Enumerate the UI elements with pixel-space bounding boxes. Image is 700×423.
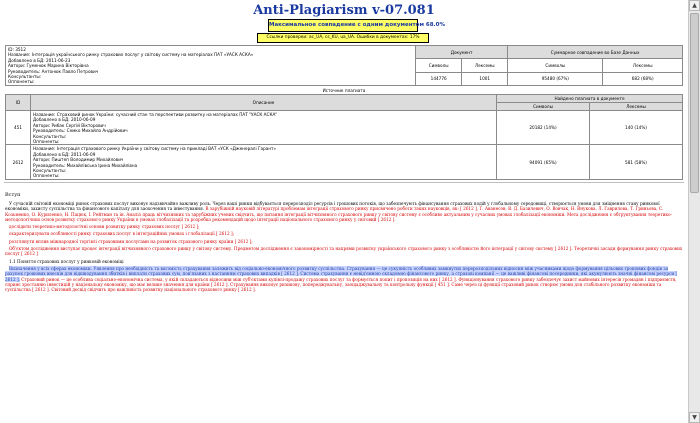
symbols-value: 144776 [416,72,462,85]
cum-lexemes-value: 682 (68%) [603,72,683,85]
plagiarized-line: Об'єктом дослідження виступає процес інтеграції вітчизняного страхового ринку у світову систему. Предметом дослідження є закономірності та напрями розвитку українського страхового ринку з особливістю його інтеграції у світову систему [ 2612 ]. Теоретичні засади формування ринку страхових послуг [ 2612 ] [5,246,683,257]
source-date: Добавлено в БД: 2011-06-09 [33,151,96,157]
sources-section [5,88,683,180]
section-heading: Вступ [5,192,21,198]
document-text [5,201,683,294]
source-description [31,145,497,179]
source-opponents: Оппоненты: [33,139,60,145]
doc-id: ID: 3512 [8,47,26,52]
doc-supervisor: Руководитель: Антонюк Павло Петрович [8,68,99,74]
col-id: ID [6,95,31,111]
source-title[interactable]: Название: Страховий ринок України: сучасний стан та перспективи розвитку на матеріалах ПАТ "УАСК АСКА" [33,112,278,117]
col-src-symbols: Символы [497,103,590,111]
document-header: Документ [416,46,508,59]
subsection-heading: 1.1 Поняття страхових послуг у ринковій економіці [9,258,124,264]
source-opponents: Оппоненты: [33,173,60,179]
doc-authors: Автори: Гуменюк Марина Вікторівна [8,63,89,69]
col-cum-lexemes: Лексемы [603,59,683,72]
doc-consultants: Консультанты: [8,74,42,80]
col-found: Найдено плагиата в документе [497,95,683,103]
doc-date: Добавлено в БД: 2011-06-23 [8,57,71,63]
col-cum-symbols: Символы [508,59,603,72]
scroll-up-icon[interactable]: ▲ [689,0,700,11]
source-description [31,111,497,145]
document-summary-table [5,45,683,86]
source-id[interactable]: 2612 [6,145,31,179]
text-highlighted: Визначення у всіх сферах економіки. Уявлення про необхідність та вагомість страхування залежить від соціально-економічного розвитку суспільства. Страхування — це сукупність особливих замкнутих перерозподільних відносин між учасниками щодо формування цільових грошових фондів за рахунок грошових внесків для відшкодування збитків і виплати страхових сум, пов'язаних з настанням страхових випадків [ 2612 ]. Система страхування є невід'ємною складовою фінансового ринку, а страхові компанії — це важливі фінансові посередники, які акумулюють значні фінансові ресурси [ 2612 ]. [5,265,678,282]
col-description: Описание [31,95,497,111]
col-symbols: Символы [416,59,462,72]
source-lexemes: 140 (14%) [590,111,683,145]
source-symbols: 20182 (14%) [497,111,590,145]
source-authors: Автори: Пиштеп Володимир Михайлович [33,157,124,163]
text-plagiarized: В зарубіжній науковій літературі проблемам інтеграції страхового ринку присвячено роботи таких науковців, як: [ 2612 ], Г. Аванесов, В. Д. Базилевич, О. Вовчак, Н. Внукова, Л. Гаврилова, Т. Гриньова, С. Козьменко, О. Куриленко, Н. Пацюк, І. Рейтман та ін. Аналіз праць вітчизняних та зарубіжних учених свідчить, що питання інтеграції вітчизняного страхового ринку у світову систему є особливо актуальним у сучасних умовах глобалізації економіки. Мета дослідження є обґрунтування теоретико-методологічних основ розвитку страхового ринку України в умовах глобалізації та розробка рекомендацій щодо інтеграції національного страхового ринку у світовий [ 2612 ]. [5,206,672,222]
table-row [6,145,683,179]
cum-symbols-value: 95480 (67%) [508,72,603,85]
doc-opponents: Оппоненты: [8,79,35,85]
sources-table [5,94,683,180]
vertical-scrollbar[interactable] [688,0,700,423]
plagiarized-line: дослідити теоретико-методологічні основи розвитку ринку страхових послуг [ 2612 ]; [9,224,200,230]
source-supervisor: Руководитель: Семко Михайло Андрійович [33,128,128,134]
source-supervisor: Руководитель: Михайлівська Ірина Михайлівна [33,162,138,168]
scroll-thumb[interactable] [690,13,699,193]
col-src-lexemes: Лексемы [590,103,683,111]
sources-caption: Источник плагиата [322,88,366,93]
paragraph [5,266,683,292]
col-lexemes: Лексемы [462,59,508,72]
source-lexemes: 581 (58%) [590,145,683,179]
cumulative-header: Суммарное совпадение во Базе Данных [508,46,683,59]
source-date: Добавлено в БД: 2010-06-09 [33,117,96,123]
divider [4,182,684,183]
source-consultants: Консультанты: [33,168,67,174]
plagiarized-line: охарактеризувати особливості ринку страхових послуг в інтеграційних умовах і глобалізації [ 2612 ]; [9,231,235,237]
document-info [6,46,416,86]
source-authors: Автори: Рибак Сергій Вікторович [33,122,106,128]
source-title[interactable]: Название: Інтеграція страхового ринку України у світову систему на прикладі ВАТ «УСК «Дженералі Гарант» [33,146,277,152]
text-original: У сучасній світовій економіці ринок страхових послуг виконує надзвичайно важливу роль. Через ваші ринки відбувається перерозподіл ресурсів і грошових потоків, що забезпечують фінансування страхових подій у глобальному середовищі, створюється умови для зміцнення стану ринкової економіки, захисту суспільства та фінансового капіталу для заохочення та інвестування. [5,201,660,212]
app-title: Anti-Plagiarism v-07.081 [253,3,435,18]
max-match-banner: Максимальное совпадение с одним документом 68.0% [268,19,418,32]
source-consultants: Консультанты: [33,133,67,139]
paragraph [5,201,683,222]
lexemes-value: 1001 [462,72,508,85]
plagiarized-line: розглянути вплив міжнародної торгівлі страховими послугами на розвиток страхового ринку країни [ 2612 ]; [9,238,253,244]
source-symbols: 94091 (65%) [497,145,590,179]
scroll-down-icon[interactable]: ▼ [689,412,700,423]
text-plagiarized: Страховий ринок — це особлива соціально-економічна система, у якій складаються відносини між суб'єктами купівлі-продажу страхових послуг та формується попит і пропозиція на них [ 2612 ]. Функціонування страхового ринку забезпечує захист майнових інтересів громадян і підприємств, сприяє зростанню інвестицій у національну економіку, що має велике значення для країни [ 2612 ]. Страхування виконує ризикову, попереджувальну, заощаджувальну та контрольну функції [ 451 ]. Саме через ці функції страховий ринок створює умови для стабільного розвитку економіки та суспільства [ 2612 ]. Світовий досвід свідчить про важливість розвитку національного страхового ринку [ 2612 ]. [5,276,677,293]
source-id[interactable]: 451 [6,111,31,145]
table-row [6,111,683,145]
check-info-banner: Ссылки проверки: ac_UA, cs_KU, ua_UA. Ошибки в документах: 17% [257,33,429,43]
doc-title: Название: Інтеграція українського ринку страхових послуг у світову систему на матеріалах ПАТ «УАСК АСКА» [8,52,254,58]
